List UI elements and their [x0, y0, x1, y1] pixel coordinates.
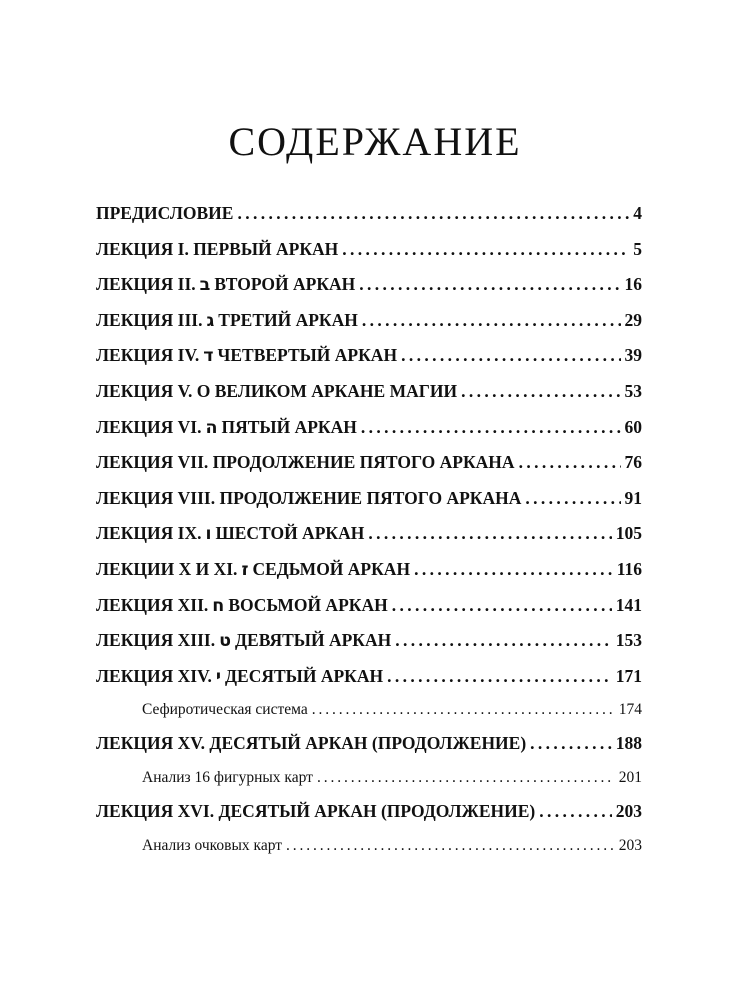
- toc-entry-title: [96, 267, 355, 303]
- toc-entry-title: [142, 694, 308, 726]
- page-title: СОДЕРЖАНИЕ: [228, 119, 522, 164]
- page-number: 201: [618, 768, 642, 786]
- toc-entry: [96, 726, 642, 762]
- dot-leader: [361, 410, 621, 446]
- toc-entry-prefix: ЛЕКЦИЯ III.: [96, 309, 203, 330]
- toc-entry-title: [96, 445, 515, 481]
- dot-leader: [368, 516, 611, 552]
- toc-entry-suffix: ШЕСТОЙ АРКАН: [215, 523, 365, 544]
- toc-entry: [96, 794, 642, 830]
- hebrew-letter: ח: [212, 595, 225, 616]
- page-number: 203: [615, 800, 642, 821]
- toc-entry: [96, 196, 642, 232]
- toc-entry: [96, 516, 642, 552]
- dot-leader: [387, 659, 612, 695]
- page-number: 5: [633, 238, 642, 259]
- dot-leader: [312, 694, 615, 726]
- page-number: 16: [624, 274, 642, 295]
- toc-entry-suffix: ДЕСЯТЫЙ АРКАН: [225, 665, 384, 686]
- toc-entry-prefix: Анализ 16 фигурных карт: [142, 768, 313, 786]
- toc-entry-title: [96, 410, 357, 446]
- toc-entry-prefix: ЛЕКЦИЯ XV. ДЕСЯТЫЙ АРКАН (ПРОДОЛЖЕНИЕ): [96, 733, 527, 754]
- dot-leader: [539, 794, 612, 830]
- toc-entry-title: [96, 588, 388, 624]
- page-number: 60: [624, 416, 642, 437]
- toc-entry: [96, 267, 642, 303]
- dot-leader: [342, 232, 629, 268]
- toc-subentry: [96, 762, 642, 794]
- dot-leader: [414, 552, 613, 588]
- toc-entry-prefix: ЛЕКЦИИ X И XI.: [96, 558, 238, 579]
- toc-entry-title: [96, 232, 338, 268]
- hebrew-letter: ה: [205, 417, 218, 438]
- toc-entry-prefix: ЛЕКЦИЯ XIII.: [96, 630, 216, 651]
- toc-entry-prefix: ПРЕДИСЛОВИЕ: [96, 203, 234, 223]
- page-number: 141: [615, 594, 642, 615]
- toc-entry-prefix: ЛЕКЦИЯ V. О ВЕЛИКОМ АРКАНЕ МАГИИ: [96, 380, 458, 401]
- toc-entry-prefix: ЛЕКЦИЯ IX.: [96, 523, 202, 544]
- hebrew-letter: ט: [219, 631, 231, 652]
- hebrew-letter: ז: [241, 559, 249, 580]
- hebrew-letter: ב: [199, 275, 211, 296]
- toc-entry-prefix: ЛЕКЦИЯ VIII. ПРОДОЛЖЕНИЕ ПЯТОГО АРКАНА: [96, 487, 522, 508]
- toc-entry-title: [96, 481, 521, 517]
- dot-leader: [392, 588, 612, 624]
- page-number: 76: [624, 452, 642, 473]
- page-number: 91: [624, 487, 642, 508]
- toc-entry-title: [96, 726, 526, 762]
- dot-leader: [362, 303, 621, 339]
- toc-entry-prefix: ЛЕКЦИЯ VI.: [96, 416, 202, 437]
- hebrew-letter: ד: [203, 346, 214, 367]
- dot-leader: [395, 623, 612, 659]
- toc-entry-suffix: ТРЕТИЙ АРКАН: [218, 309, 358, 330]
- page-number: 203: [618, 836, 642, 854]
- toc-entry-title: [96, 794, 535, 830]
- toc-entry: [96, 552, 642, 588]
- toc-entry-prefix: Сефиротическая система: [142, 701, 308, 719]
- toc-entry-suffix: ДЕВЯТЫЙ АРКАН: [234, 630, 392, 651]
- toc-entry-prefix: ЛЕКЦИЯ I. ПЕРВЫЙ АРКАН: [96, 238, 339, 259]
- toc-entry-prefix: Анализ очковых карт: [142, 836, 283, 854]
- dot-leader: [401, 338, 620, 374]
- page-number: 116: [616, 558, 642, 579]
- toc-entry-suffix: ВОСЬМОЙ АРКАН: [228, 594, 388, 615]
- toc-entry-title: [96, 196, 233, 232]
- dot-leader: [359, 267, 620, 303]
- toc-entry-title: [96, 516, 364, 552]
- page-number: 174: [618, 701, 642, 719]
- page-number: 4: [633, 203, 642, 223]
- toc-entry-prefix: ЛЕКЦИЯ XII.: [96, 594, 209, 615]
- page-number: 39: [624, 345, 642, 366]
- toc-entry: [96, 623, 642, 659]
- toc-entry-title: [96, 552, 410, 588]
- toc-entry: [96, 338, 642, 374]
- toc-entry: [96, 481, 642, 517]
- toc-entry-title: [96, 623, 391, 659]
- hebrew-letter: י: [215, 666, 221, 687]
- toc-entry: [96, 232, 642, 268]
- dot-leader: [525, 481, 620, 517]
- hebrew-letter: ו: [205, 524, 212, 545]
- table-of-contents: [96, 196, 642, 862]
- page-number: 105: [615, 523, 642, 544]
- dot-leader: [530, 726, 612, 762]
- toc-entry-suffix: СЕДЬМОЙ АРКАН: [252, 558, 411, 579]
- page-number: 153: [615, 630, 642, 651]
- toc-entry-suffix: ПЯТЫЙ АРКАН: [221, 416, 357, 437]
- toc-entry-title: [96, 338, 397, 374]
- dot-leader: [317, 762, 615, 794]
- toc-entry-prefix: ЛЕКЦИЯ XVI. ДЕСЯТЫЙ АРКАН (ПРОДОЛЖЕНИЕ): [96, 800, 536, 821]
- dot-leader: [237, 196, 629, 232]
- toc-entry-title: [96, 303, 358, 339]
- toc-entry: [96, 659, 642, 695]
- toc-entry-prefix: ЛЕКЦИЯ II.: [96, 274, 196, 295]
- toc-entry-title: [96, 659, 383, 695]
- hebrew-letter: ג: [206, 310, 215, 331]
- toc-entry-prefix: ЛЕКЦИЯ XIV.: [96, 665, 212, 686]
- dot-leader: [461, 374, 620, 410]
- page-number: 171: [615, 665, 642, 686]
- toc-entry: [96, 410, 642, 446]
- toc-entry-prefix: ЛЕКЦИЯ IV.: [96, 345, 200, 366]
- toc-entry-suffix: ВТОРОЙ АРКАН: [214, 274, 356, 295]
- toc-subentry: [96, 830, 642, 862]
- toc-entry-title: [142, 762, 313, 794]
- dot-leader: [519, 445, 621, 481]
- toc-entry: [96, 374, 642, 410]
- toc-entry: [96, 445, 642, 481]
- page-number: 53: [624, 380, 642, 401]
- dot-leader: [286, 830, 615, 862]
- page-number: 188: [615, 733, 642, 754]
- page-number: 29: [624, 309, 642, 330]
- toc-entry-title: [142, 830, 282, 862]
- toc-entry: [96, 588, 642, 624]
- toc-entry-title: [96, 374, 457, 410]
- toc-entry-prefix: ЛЕКЦИЯ VII. ПРОДОЛЖЕНИЕ ПЯТОГО АРКАНА: [96, 452, 515, 473]
- toc-entry-suffix: ЧЕТВЕРТЫЙ АРКАН: [217, 345, 398, 366]
- toc-subentry: [96, 694, 642, 726]
- toc-entry: [96, 303, 642, 339]
